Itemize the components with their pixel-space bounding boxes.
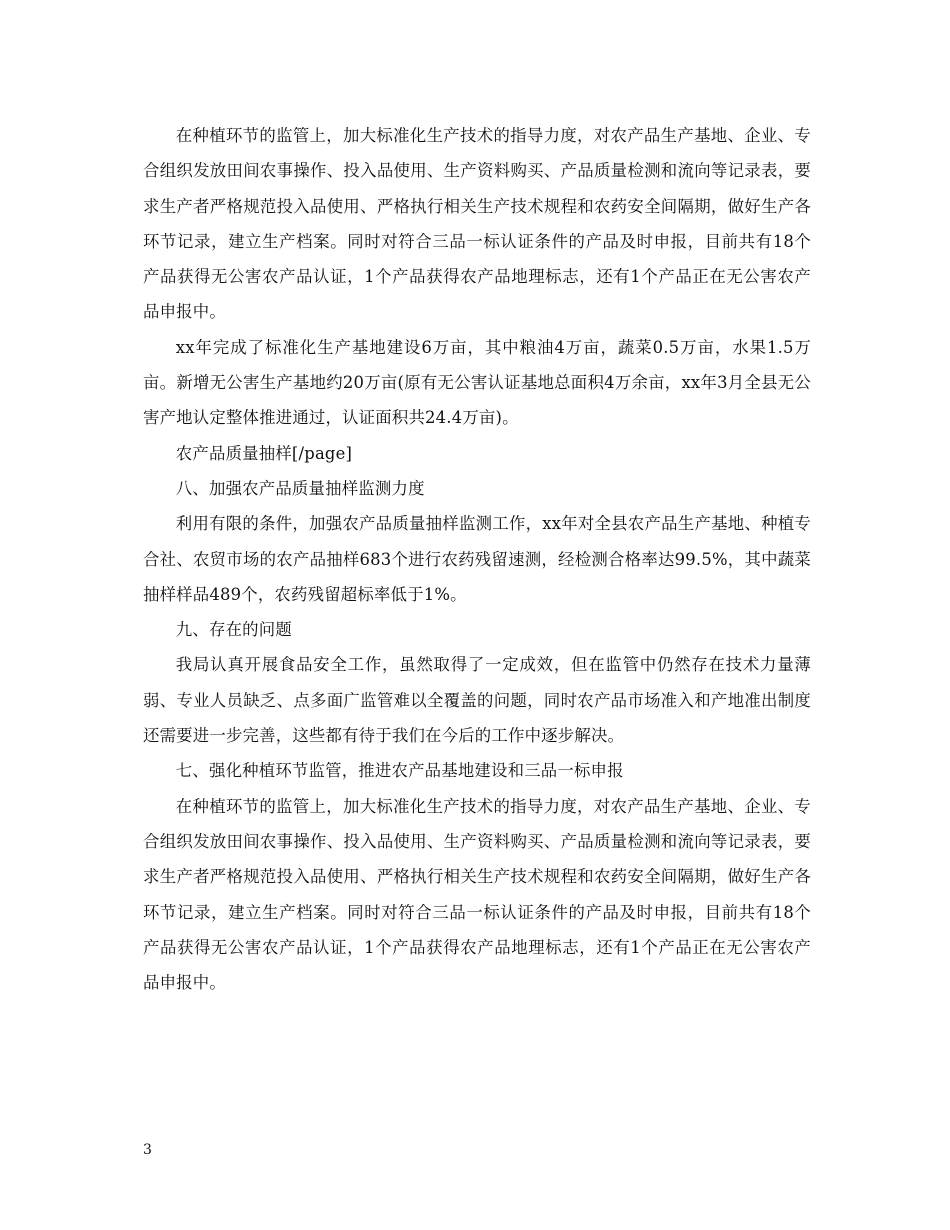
section-heading-seven: 七、强化种植环节监管，推进农产品基地建设和三品一标申报 xyxy=(175,761,624,781)
paragraph-standardized-base: xx年完成了标准化生产基地建设6万亩，其中粮油4万亩，蔬菜0.5万亩，水果1.5万亩。新增无公害生产基地约20万亩(原有无公害认证基地总面积4万余亩，xx年3月全县无公害产地认定整体推进通过，认证面积共24.4万亩)。 xyxy=(143,337,811,428)
paragraph-sampling-note: 农产品质量抽样[/page] xyxy=(175,443,353,463)
section-heading-nine: 九、存在的问题 xyxy=(175,620,292,640)
paragraph-existing-problems: 我局认真开展食品安全工作，虽然取得了一定成效，但在监管中仍然存在技术力量薄弱、专业人员缺乏、点多面广监管难以全覆盖的问题，同时农产品市场准入和产地准出制度还需要进一步完善，这些都有待于我们在今后的工作中逐步解决。 xyxy=(143,655,811,746)
paragraph-planting-supervision: 在种植环节的监管上，加大标准化生产技术的指导力度，对农产品生产基地、企业、专合组织发放田间农事操作、投入品使用、生产资料购买、产品质量检测和流向等记录表，要求生产者严格规范投入品使用、严格执行相关生产技术规程和农药安全间隔期，做好生产各环节记录，建立生产档案。同时对符合三品一标认证条件的产品及时申报，目前共有18个产品获得无公害农产品认证，1个产品获得农产品地理标志，还有1个产品正在无公害农产品申报中。 xyxy=(143,126,811,322)
page-number: 3 xyxy=(143,1142,152,1158)
paragraph-quality-sampling: 利用有限的条件，加强农产品质量抽样监测工作，xx年对全县农产品生产基地、种植专合社、农贸市场的农产品抽样683个进行农药残留速测，经检测合格率达99.5%，其中蔬菜抽样样品489个，农药残留超标率低于1%。 xyxy=(143,514,811,604)
paragraph-planting-supervision-repeat: 在种植环节的监管上，加大标准化生产技术的指导力度，对农产品生产基地、企业、专合组织发放田间农事操作、投入品使用、生产资料购买、产品质量检测和流向等记录表，要求生产者严格规范投入品使用、严格执行相关生产技术规程和农药安全间隔期，做好生产各环节记录，建立生产档案。同时对符合三品一标认证条件的产品及时申报，目前共有18个产品获得无公害农产品认证，1个产品获得农产品地理标志，还有1个产品正在无公害农产品申报中。 xyxy=(143,796,811,993)
document-body xyxy=(143,118,811,1000)
section-heading-eight: 八、加强农产品质量抽样监测力度 xyxy=(175,478,425,498)
